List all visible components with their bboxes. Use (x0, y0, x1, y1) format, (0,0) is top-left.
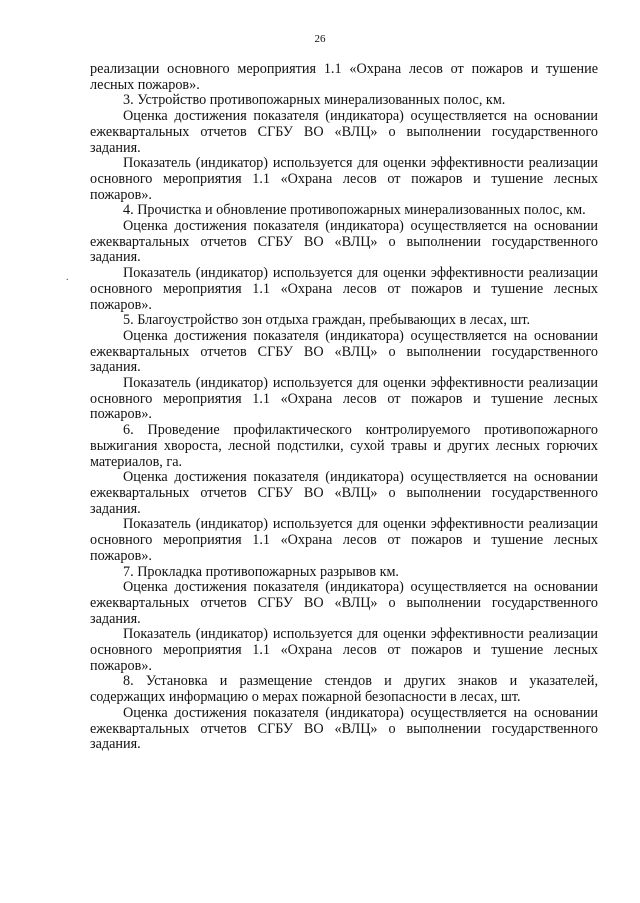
margin-mark: . (66, 272, 69, 283)
paragraph: Оценка достижения показателя (индикатора) осуществляется на основании ежеквартальных отчетов СГБУ ВО «ВЛЦ» о выполнении государственного задания. (90, 704, 598, 753)
paragraph: Показатель (индикатор) используется для оценки эффективности реализации основного мероприятия 1.1 «Охрана лесов от пожаров и тушение лесных пожаров». (90, 265, 598, 313)
paragraph: Показатель (индикатор) используется для оценки эффективности реализации основного мероприятия 1.1 «Охрана лесов от пожаров и тушение лесных пожаров». (90, 375, 598, 423)
paragraph: Оценка достижения показателя (индикатора) осуществляется на основании ежеквартальных отчетов СГБУ ВО «ВЛЦ» о выполнении государственного задания. (90, 469, 598, 517)
page-number: 26 (314, 33, 326, 45)
paragraph: 8. Установка и размещение стендов и других знаков и указателей, содержащих информацию о мерах пожарной безопасности в лесах, шт. (90, 673, 598, 706)
paragraph: 4. Прочистка и обновление противопожарных минерализованных полос, км. (123, 202, 586, 219)
paragraph: реализации основного мероприятия 1.1 «Охрана лесов от пожаров и тушение лесных пожаров». (90, 61, 598, 93)
paragraph: 5. Благоустройство зон отдыха граждан, пребывающих в лесах, шт. (123, 312, 531, 329)
paragraph: Оценка достижения показателя (индикатора) осуществляется на основании ежеквартальных отчетов СГБУ ВО «ВЛЦ» о выполнении государственного задания. (90, 327, 598, 376)
paragraph: 6. Проведение профилактического контролируемого противопожарного выжигания хвороста, лесной подстилки, сухой травы и других лесных горючих материалов, га. (90, 422, 598, 470)
paragraph: 3. Устройство противопожарных минерализованных полос, км. (123, 92, 506, 109)
paragraph: Оценка достижения показателя (индикатора) осуществляется на основании ежеквартальных отчетов СГБУ ВО «ВЛЦ» о выполнении государственного задания. (90, 108, 598, 156)
paragraph: Оценка достижения показателя (индикатора) осуществляется на основании ежеквартальных отчетов СГБУ ВО «ВЛЦ» о выполнении государственного задания. (90, 218, 598, 266)
paragraph: Показатель (индикатор) используется для оценки эффективности реализации основного мероприятия 1.1 «Охрана лесов от пожаров и тушение лесных пожаров». (90, 155, 598, 203)
document-body (90, 62, 598, 753)
paragraph: 7. Прокладка противопожарных разрывов км. (123, 563, 399, 580)
paragraph: Оценка достижения показателя (индикатора) осуществляется на основании ежеквартальных отчетов СГБУ ВО «ВЛЦ» о выполнении государственного задания. (90, 579, 598, 627)
paragraph: Показатель (индикатор) используется для оценки эффективности реализации основного мероприятия 1.1 «Охрана лесов от пожаров и тушение лесных пожаров». (90, 626, 598, 674)
paragraph: Показатель (индикатор) используется для оценки эффективности реализации основного мероприятия 1.1 «Охрана лесов от пожаров и тушение лесных пожаров». (90, 516, 598, 564)
